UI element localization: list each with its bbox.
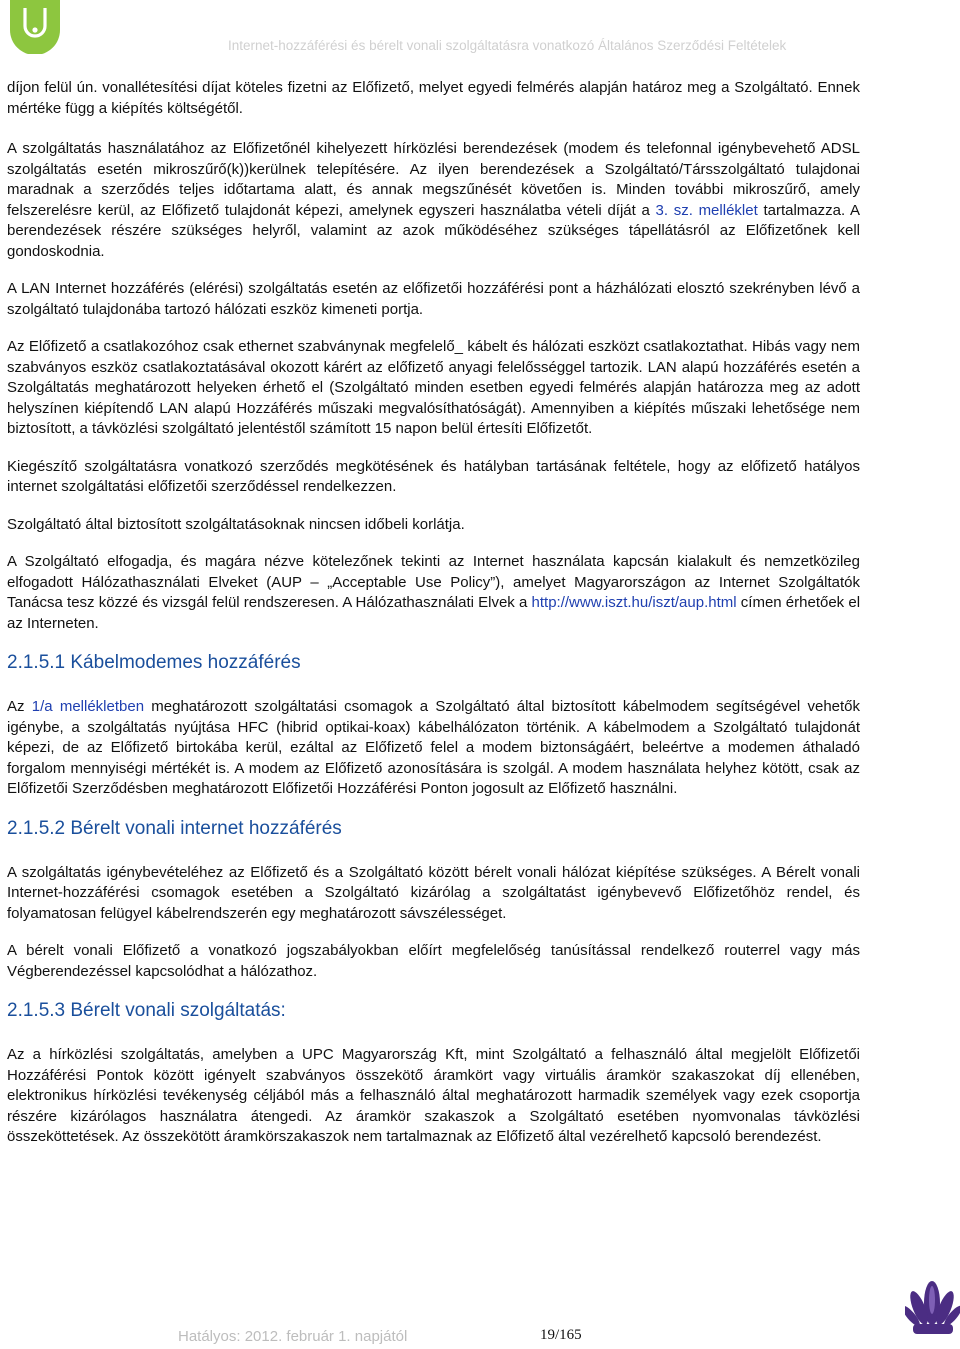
paragraph [7, 697, 860, 800]
upc-logo-icon [10, 0, 60, 54]
document-body [7, 78, 860, 1165]
appendix-3-link[interactable]: 3. sz. [655, 201, 693, 219]
paragraph-text: meghatározott szolgáltatási csomagok a Szolgáltató által biztosított kábelmodem segítségével vehetők igénybe, a szolgáltatás nyújtása HFC (hibrid optikai-koax) kábelhálózaton történik. A kábelmodem a Szolgáltató tulajdonát képezi, de az Előfizető birtokába kerül, ezáltal az Előfizető felel a modem biztonságáért, beleértve a modemen áthaladó forgalom mennyiségi mértékét is. A modem az Előfizető azonosítására is szolgál. A modem használata helyhez kötött, csak az Előfizetői Szerződésben meghatározott Előfizetői Hozzáférési Ponton jogosult az Előfizető használni. [7, 698, 861, 797]
appendix-link[interactable]: melléklet [698, 201, 758, 219]
footer-page-number: 19/165 [540, 1327, 582, 1343]
aup-url-link[interactable]: http://www.iszt.hu/iszt/aup.html [531, 594, 737, 611]
paragraph: Kiegészítő szolgáltatásra vonatkozó szerződés megkötésének és hatályban tartásának feltétele, hogy az előfizető hatályos internet szolgáltatási előfizetői szerződéssel rendelkezzen. [7, 457, 860, 495]
paragraph-text: Az [7, 698, 25, 715]
paragraph: A LAN Internet hozzáférés (elérési) szolgáltatás esetén az előfizetői hozzáférési pont a házhálózati elosztó szekrényben lévő a szolgáltató tulajdonába tartozó hálózati eszköz kimeneti portja. [7, 280, 860, 318]
paragraph: A szolgáltatás igénybevételéhez az Előfizető és a Szolgáltató között bérelt vonali hálózat kiépítése szükséges. A Bérelt vonali Internet-hozzáférési csomagok esetében a Szolgáltató kizárólag a szolgáltatást igénybevevő Előfizetőhöz rendel, és folyamatosan felügyel kábelrendszerén egy meghatározott sávszélességet. [7, 863, 860, 922]
paragraph-text: tartalmazza. A berendezések részére szükséges helyről, valamint az azok működéséhez szükséges tápellátásról az Előfizetőnek kell gondoskodnia. [7, 201, 860, 260]
paragraph [7, 552, 860, 634]
appendix-1a-link[interactable]: 1/a mellékletben [31, 698, 145, 715]
document-header-title: Internet-hozzáférési és bérelt vonali szolgáltatásra vonatkozó Általános Szerződési Feltételek [228, 38, 787, 53]
paragraph: díjon felül ún. vonallétesítési díjat köteles fizetni az Előfizető, melyet egyedi felmérés alapján határoz meg a Szolgáltató. Ennek mértéke függ a kiépítés költségétől. [7, 79, 860, 117]
paragraph: Szolgáltató által biztosított szolgáltatásoknak nincsen időbeli korlátja. [7, 515, 465, 533]
section-heading: 2.1.5.2 Bérelt vonali internet hozzáférés [7, 817, 342, 839]
paragraph-text: A Szolgáltató elfogadja, és magára nézve kötelezőnek tekinti az Internet használata kapcsán kialakult és nemzetközileg elfogadott Hálózathasználati Elveket (AUP – „Acceptable Use Policy”), amelyet Magyarországon az Internet Szolgáltatók Tanácsa tesz közzé és vizsgál felül rendszeresen. A Hálózathasználati Elvek a [7, 553, 860, 611]
paragraph-text: címen érhetőek el az Interneten. [7, 594, 861, 632]
footer-effective-date: Hatályos: 2012. február 1. napjától [178, 1328, 408, 1345]
section-heading: 2.1.5.3 Bérelt vonali szolgáltatás: [7, 1000, 286, 1021]
paragraph [7, 139, 860, 262]
paragraph: Az a hírközlési szolgáltatás, amelyben a UPC Magyarország Kft, mint Szolgáltató a felhasználó által megjelölt Előfizetői Hozzáférési Pontok között igényelt szabványos összekötő áramkört vagy virtuális áramkör szakaszokat díj ellenében, elektronikus hírközlési tevékenység céljából más a felhasználó által meghatározott harmadik személyek vagy ezek csoportja részére kizárólagos használatra átengedi. Az áramkör szakaszok a Szolgáltató esetében nyomvonalas távközlési összeköttetések. Az összekötött áramkörszakaszok nem tartalmaznak az Előfizető által vezérelhető kapcsoló berendezést. [7, 1046, 860, 1145]
paragraph: A bérelt vonali Előfizető a vonatkozó jogszabályokban előírt megfelelőség tanúsítással rendelkező routerrel vagy más Végberendezéssel kapcsolódhat a hálózathoz. [7, 942, 860, 980]
paragraph-text: A szolgáltatás használatához az Előfizetőnél kihelyezett hírközlési berendezések (modem és telefonnal igénybevehető ADSL szolgáltatás esetén mikroszűrő(k))kerülnek telepítésére. Az ilyen berendezések a Szolgáltató/Társszolgáltató tulajdonai maradnak a szerződés teljes időtartama alatt, és annak megszűnését követően is. Minden további mikroszűrő, amely felszerelésre kerül, az Előfizető tulajdonát képezi, amelynek egyszeri használatba vételi díját a [7, 140, 860, 219]
section-heading: 2.1.5.1 Kábelmodemes hozzáférés [7, 652, 301, 673]
page-header [0, 0, 960, 62]
paragraph: Az Előfizető a csatlakozóhoz csak ethernet szabványnak megfelelő_ kábelt és hálózati eszközt csatlakoztathat. Hibás vagy nem szabványos eszköz csatlakoztatásával okozott kárért az előfizető anyagi felelősséggel tartozik. LAN alapú hozzáférés esetén a Szolgáltatás meghatározott helyeken érhető el (Szolgáltató minden esetben egyedi felmérés alapján határozza meg az adott helyszínen kiépítendő LAN alapú Hozzáférés műszaki megvalósíthatóságát). Amennyiben a kiépítés műszaki lehetősége nem biztosított, a távközlési szolgáltató jelentéstől számított 15 napon belül értesíti Előfizetőt. [7, 338, 860, 437]
lotus-logo-icon [905, 1258, 960, 1338]
